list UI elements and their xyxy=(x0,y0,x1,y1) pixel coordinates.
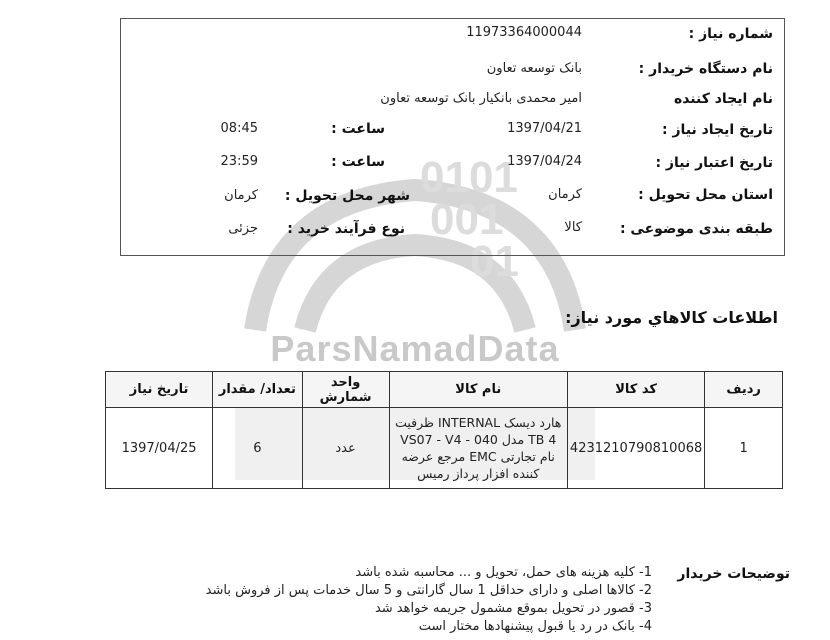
section-title: اطلاعات کالاهاي مورد نياز: xyxy=(565,308,778,327)
created-date-value: 1397/04/21 xyxy=(507,121,582,136)
created-time-label: ساعت : xyxy=(331,121,385,137)
svg-text:01: 01 xyxy=(470,237,519,286)
cell-unit: عدد xyxy=(302,408,389,489)
table-row xyxy=(106,408,783,489)
buyer-org-value: بانک توسعه تعاون xyxy=(486,61,582,76)
creator-label: نام ایجاد کننده xyxy=(673,91,773,107)
need-number-value: 11973364000044 xyxy=(466,25,582,40)
valid-date-label: تاریخ اعتبار نیاز : xyxy=(655,155,773,171)
header-item-name: نام کالا xyxy=(389,372,567,408)
city-value: کرمان xyxy=(224,188,258,203)
header-need-date: تاریخ نیاز xyxy=(106,372,213,408)
header-quantity: تعداد/ مقدار xyxy=(213,372,302,408)
watermark-text: ParsNamadData xyxy=(270,328,560,369)
created-date-label: تاریخ ایجاد نیاز : xyxy=(661,122,773,138)
process-value: جزئی xyxy=(228,221,258,236)
need-number-label: شماره نیاز : xyxy=(688,26,773,42)
creator-value: امیر محمدی بانکیار بانک توسعه تعاون xyxy=(380,91,582,106)
created-time-value: 08:45 xyxy=(220,121,258,136)
svg-text:001: 001 xyxy=(430,195,504,244)
province-value: کرمان xyxy=(548,187,582,202)
header-item-code: کد کالا xyxy=(567,372,704,408)
valid-time-label: ساعت : xyxy=(331,154,385,170)
category-label: طبقه بندی موضوعی : xyxy=(619,221,773,237)
buyer-org-label: نام دستگاه خریدار : xyxy=(638,61,773,77)
cell-row-number: 1 xyxy=(705,408,783,489)
buyer-notes-label: توضیحات خریدار xyxy=(677,566,790,582)
buyer-notes-list xyxy=(206,564,652,636)
cell-quantity: 6 xyxy=(213,408,302,489)
city-label: شهر محل تحویل : xyxy=(284,188,410,204)
items-table xyxy=(105,371,783,489)
list-item: 3- قصور در تحویل بموقع مشمول جریمه خواهد شد xyxy=(374,601,652,616)
valid-date-value: 1397/04/24 xyxy=(507,154,582,169)
header-row-number: ردیف xyxy=(705,372,783,408)
svg-text:0101: 0101 xyxy=(420,160,518,202)
table-header-row xyxy=(106,372,783,408)
cell-need-date: 1397/04/25 xyxy=(106,408,213,489)
cell-item-code: 4231210790810068 xyxy=(567,408,704,489)
province-label: استان محل تحویل : xyxy=(638,187,773,203)
cell-item-name: هارد دیسک INTERNAL ظرفیت 4 TB مدل 040 - VS07 - V4 نام تجارتی EMC مرجع عرضه کننده افزار پرداز رمیس xyxy=(389,408,567,489)
header-unit: واحد شمارش xyxy=(302,372,389,408)
category-value: کالا xyxy=(564,220,582,235)
list-item: 4- بانک در رد یا قبول پیشنهادها مختار است xyxy=(418,619,652,634)
list-item: 2- کالاها اصلی و دارای حداقل 1 سال گارانتی و 5 سال خدمات پس از فروش باشد xyxy=(205,583,652,598)
process-label: نوع فرآیند خرید : xyxy=(287,221,405,237)
list-item: 1- کلیه هزینه های حمل، تحویل و ... محاسبه شده باشد xyxy=(355,565,652,580)
valid-time-value: 23:59 xyxy=(220,154,258,169)
